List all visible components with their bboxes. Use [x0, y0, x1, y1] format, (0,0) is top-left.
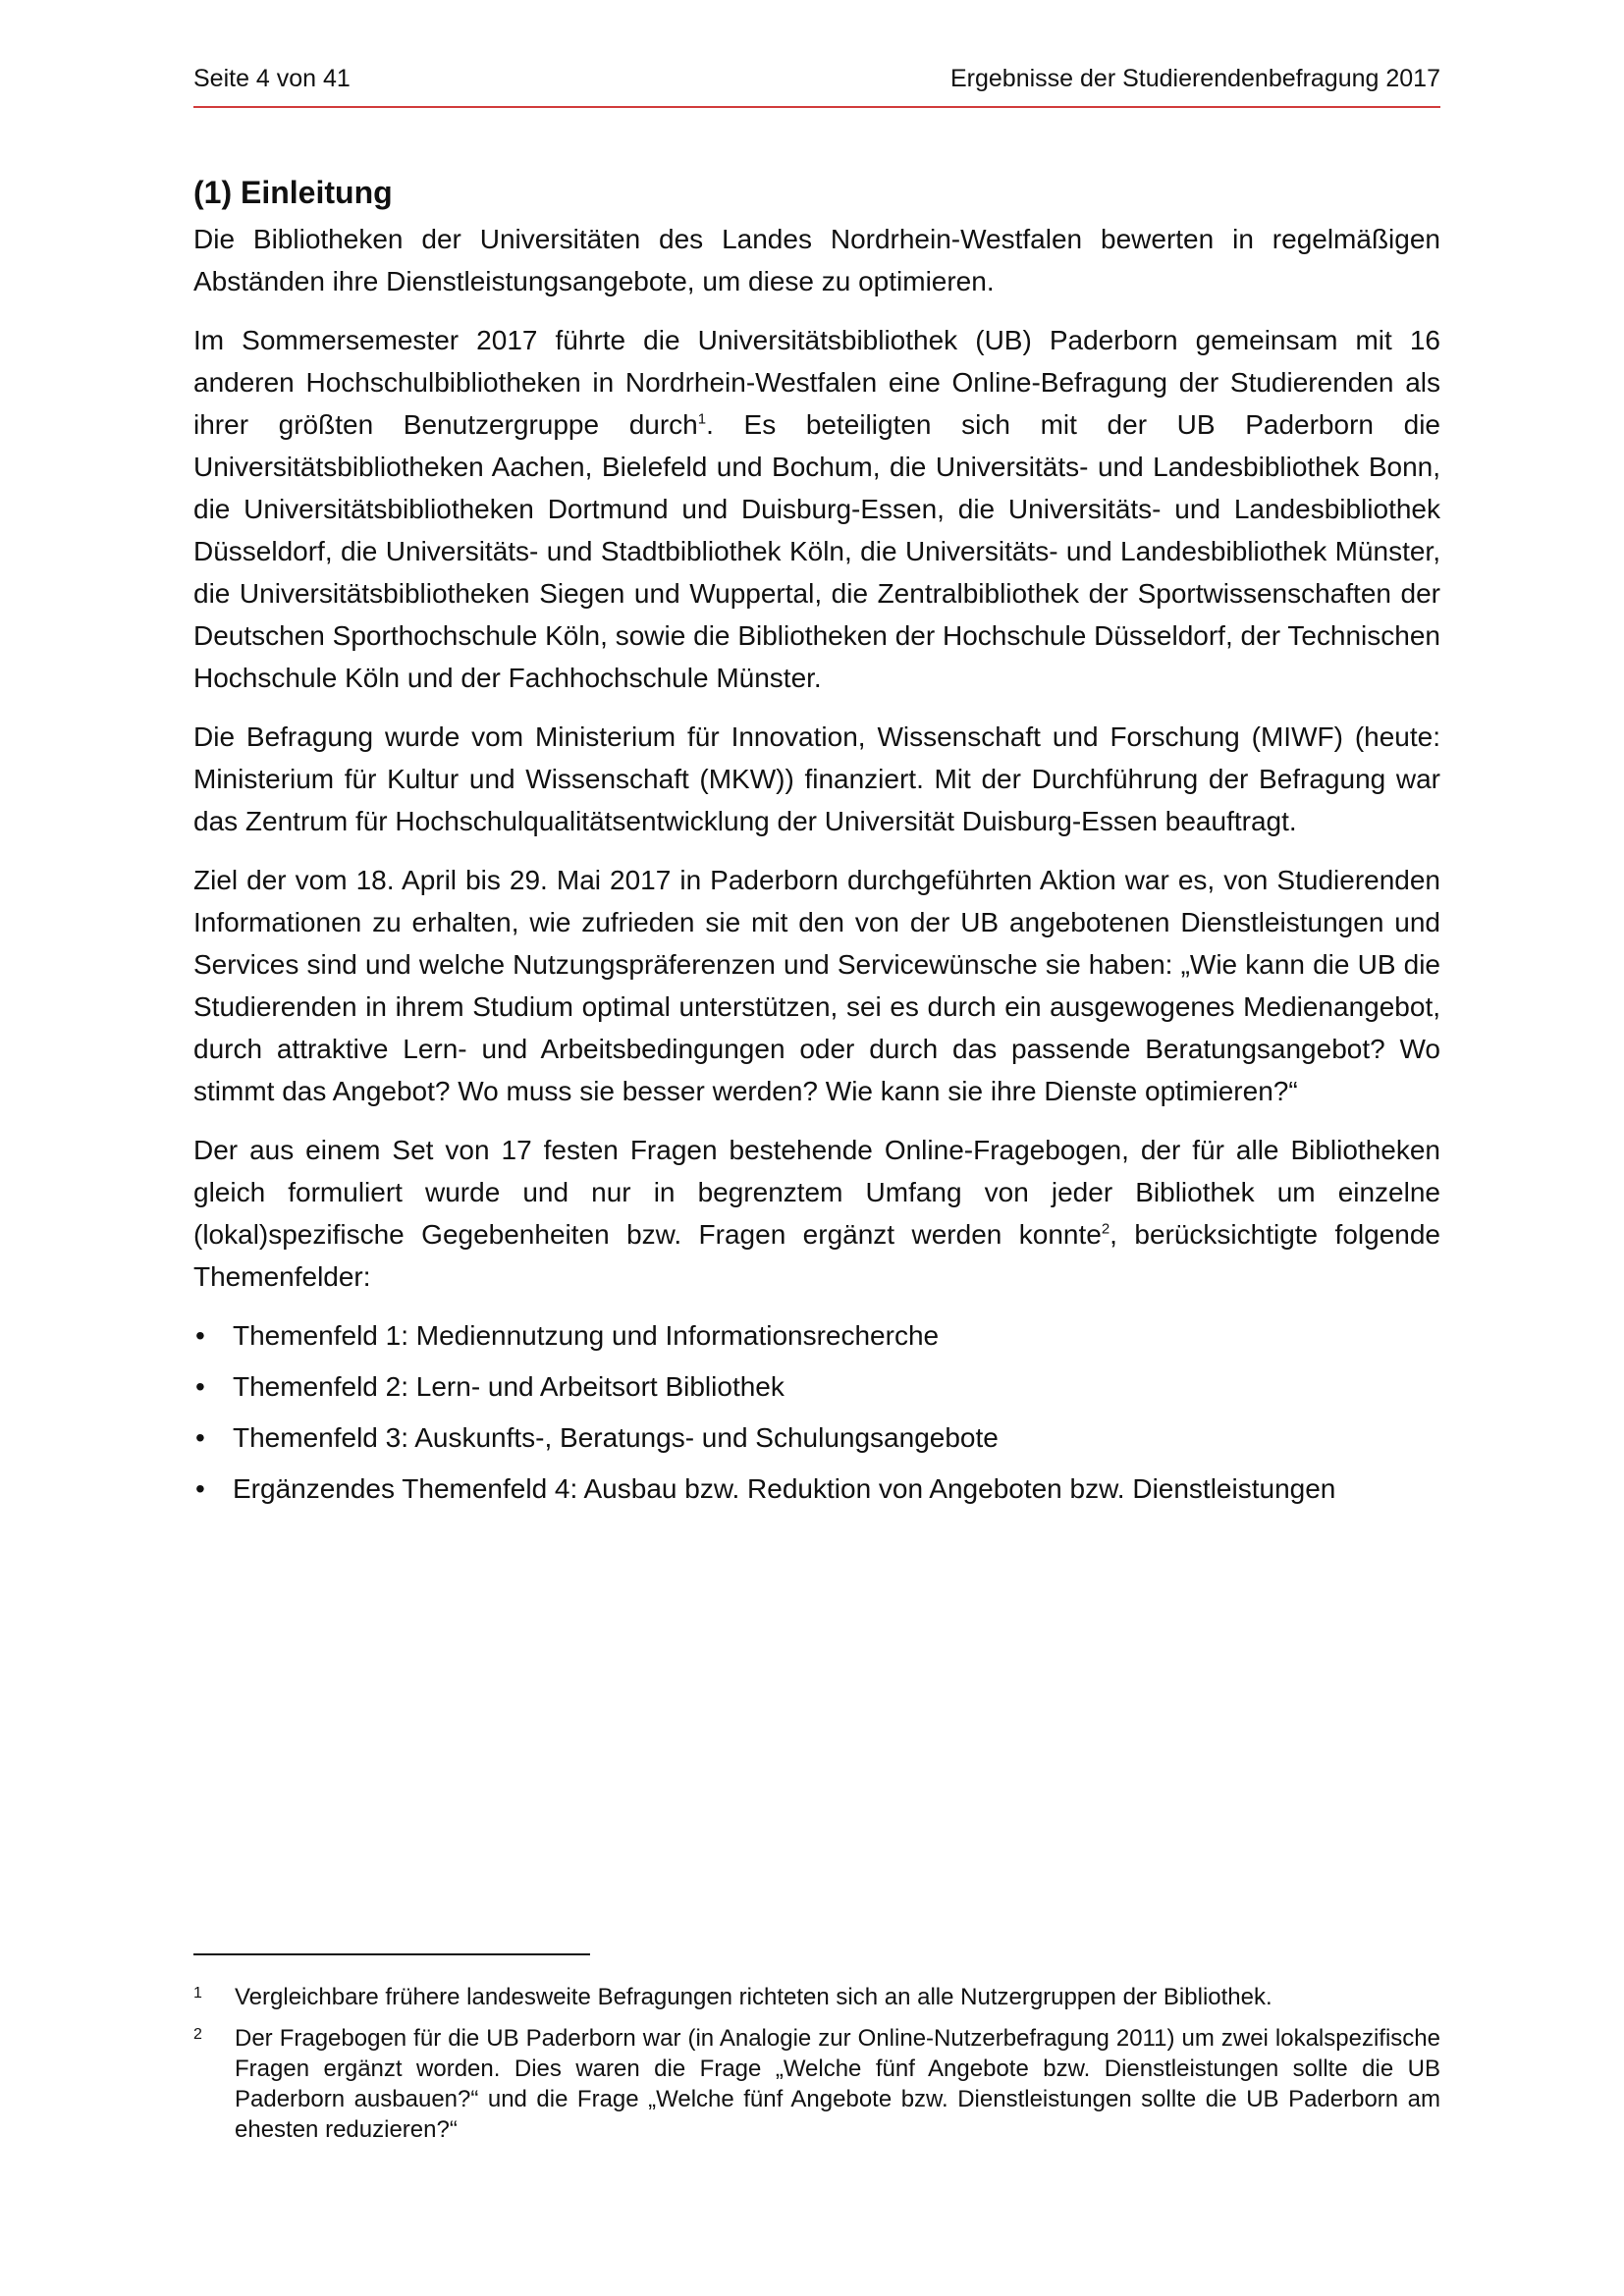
theme-list [193, 1314, 1440, 1510]
paragraph-goal: Ziel der vom 18. April bis 29. Mai 2017 in Paderborn durchgeführten Aktion war es, von Studierenden Informationen zu erhalten, wie zufrieden sie mit den von der UB angebotenen Dienstleistungen und Services sind und welche Nutzungspräferenzen und Servicewünsche sie haben: „Wie kann die UB die Studierenden in ihrem Studium optimal unterstützen, sei es durch ein ausgewogenes Medienangebot, durch attraktive Lern- und Arbeitsbedingungen oder durch das passende Beratungsangebot? Wo stimmt das Angebot? Wo muss sie besser werden? Wie kann sie ihre Dienste optimieren?“ [193, 865, 1440, 1106]
paragraph-questionnaire-text-a: Der aus einem Set von 17 festen Fragen bestehende Online-Fragebogen, der für alle Bibliotheken gleich formuliert wurde und nur in begrenztem Umfang von jeder Bibliothek um einzelne (lokal)spezifische Gegebenheiten bzw. Fragen ergänzt werden konnte [193, 1135, 1440, 1250]
footnote-reference-2[interactable]: 2 [1101, 1220, 1110, 1238]
paragraph-intro: Die Bibliotheken der Universitäten des Landes Nordrhein-Westfalen bewerten in regelmäßigen Abständen ihre Dienstleistungsangebote, um diese zu optimieren. [193, 224, 1440, 296]
footnote-number: 1 [193, 1985, 202, 2002]
paragraph-questionnaire [193, 1129, 1440, 1298]
paragraph-participants-text-b: . Es beteiligten sich mit der UB Paderborn die Universitätsbibliotheken Aachen, Bielefeld und Bochum, die Universitäts- und Landesbibliothek Bonn, die Universitätsbibliotheken Dortmund und Duisburg-Essen, die Universitäts- und Landesbibliothek Düsseldorf, die Universitäts- und Stadtbibliothek Köln, die Universitäts- und Landesbibliothek Münster, die Universitätsbibliotheken Siegen und Wuppertal, die Zentralbibliothek der Sportwissenschaften der Deutschen Sporthochschule Köln, sowie die Bibliotheken der Hochschule Düsseldorf, der Technischen Hochschule Köln und der Fachhochschule Münster. [193, 409, 1440, 693]
list-item [193, 1365, 1440, 1408]
main-content [193, 169, 1440, 1519]
paragraph-questionnaire-text-b: , berücksichtigte folgende Themenfelder: [193, 1219, 1440, 1292]
theme-text: Themenfeld 1: Mediennutzung und Informationsrecherche [233, 1320, 940, 1351]
footnote-divider [193, 1953, 590, 1955]
section-heading: (1) Einleitung [193, 175, 393, 210]
theme-text: Ergänzendes Themenfeld 4: Ausbau bzw. Reduktion von Angeboten bzw. Dienstleistungen [233, 1473, 1336, 1504]
footnote-2 [193, 2023, 1440, 2145]
paragraph-funding: Die Befragung wurde vom Ministerium für Innovation, Wissenschaft und Forschung (MIWF) (heute: Ministerium für Kultur und Wissenschaft (MKW)) finanziert. Mit der Durchführung der Befragung war das Zentrum für Hochschulqualitätsentwicklung der Universität Duisburg-Essen beauftragt. [193, 721, 1440, 836]
footnote-reference-1[interactable]: 1 [697, 410, 707, 428]
footnote-text: Der Fragebogen für die UB Paderborn war (in Analogie zur Online-Nutzerbefragung 2011) um zwei lokalspezifische Fragen ergänzt worden. Dies waren die Frage „Welche fünf Angebote bzw. Dienstleistungen sollte die UB Paderborn ausbauen?“ und die Frage „Welche fünf Angebote bzw. Dienstleistungen sollte die UB Paderborn am ehesten reduzieren?“ [235, 2025, 1440, 2143]
footnote-number: 2 [193, 2026, 202, 2043]
list-item [193, 1314, 1440, 1357]
header-divider [193, 106, 1440, 108]
page-number: Seite 4 von 41 [193, 65, 351, 92]
bullet-icon: • [195, 1422, 205, 1453]
paragraph-participants [193, 319, 1440, 699]
bullet-icon: • [195, 1371, 205, 1402]
document-title: Ergebnisse der Studierendenbefragung 2017 [950, 65, 1440, 92]
list-item [193, 1468, 1440, 1510]
footnote-1 [193, 1982, 1440, 2012]
footnotes [193, 1982, 1440, 2156]
bullet-icon: • [195, 1473, 205, 1504]
page-header [193, 59, 1440, 98]
theme-text: Themenfeld 3: Auskunfts-, Beratungs- und Schulungsangebote [233, 1422, 999, 1453]
theme-text: Themenfeld 2: Lern- und Arbeitsort Bibliothek [233, 1371, 785, 1402]
paragraph-participants-text-a: Im Sommersemester 2017 führte die Universitätsbibliothek (UB) Paderborn gemeinsam mit 16 anderen Hochschulbibliotheken in Nordrhein-Westfalen eine Online-Befragung der Studierenden als ihrer größten Benutzergruppe durch [193, 325, 1440, 440]
footnote-text: Vergleichbare frühere landesweite Befragungen richteten sich an alle Nutzergruppen der Bibliothek. [235, 1984, 1272, 2010]
list-item [193, 1416, 1440, 1459]
bullet-icon: • [195, 1320, 205, 1351]
